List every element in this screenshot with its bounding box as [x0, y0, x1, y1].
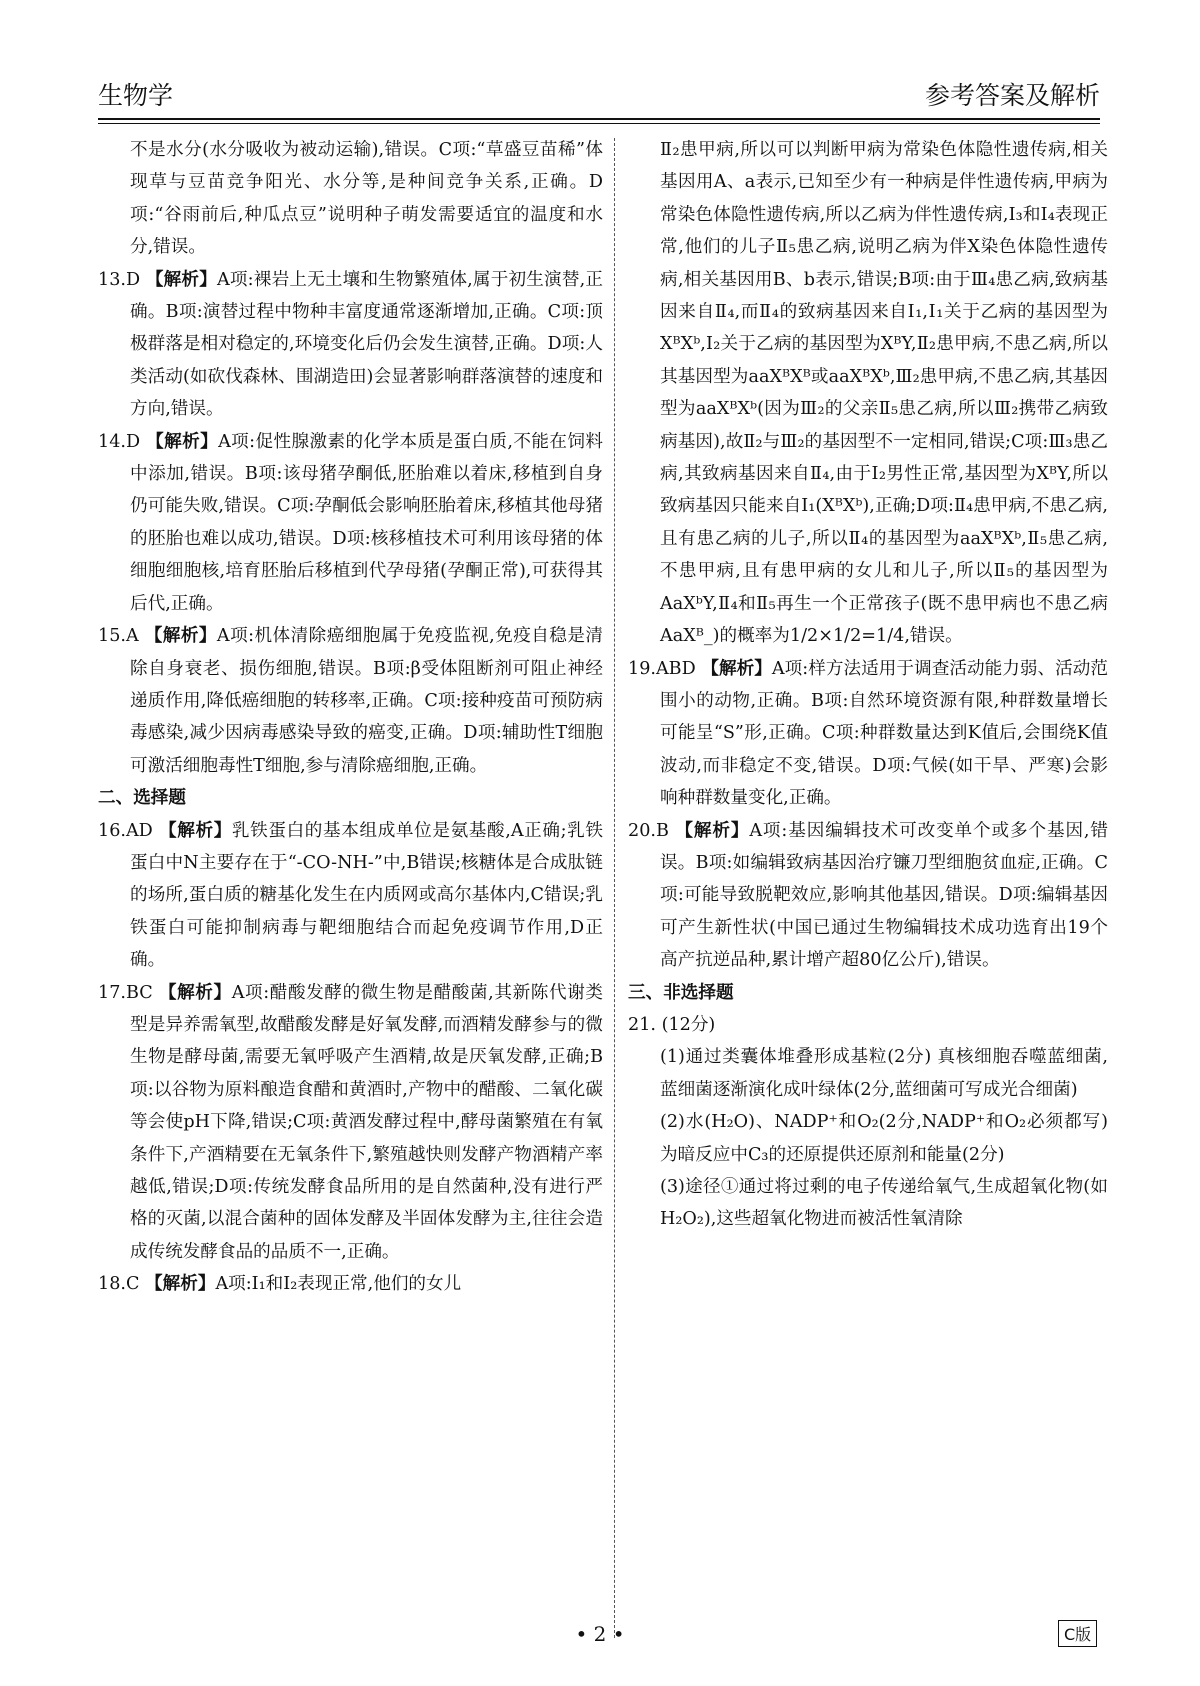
answer-item [628, 653, 1108, 815]
answer-number: 13.D [98, 269, 141, 290]
page-number: • 2 • [575, 1622, 625, 1646]
answer-number: 18.C [98, 1274, 140, 1295]
answer-item [98, 426, 603, 620]
header-rule-thin [98, 123, 1100, 124]
analysis-tag: 【解析】 [701, 657, 772, 679]
answer-number: 21. [628, 1014, 656, 1035]
answer-item [98, 264, 603, 426]
answer-item [98, 977, 603, 1269]
column-divider [614, 138, 615, 1638]
answer-text: A项:醋酸发酵的微生物是醋酸菌,其新陈代谢类型是异养需氧型,故醋酸发酵是好氧发酵,而酒精发酵参与的微生物是酵母菌,需要无氧呼吸产生酒精,故是厌氧发酵,正确;B项:以谷物为原料酿造食醋和黄酒时,产物中的醋酸、二氧化碳等会使pH下降,错误;C项:黄酒发酵过程中,酵母菌繁殖在有氧条件下,产酒精要在无氧条件下,繁殖越快则发酵产物酒精产率越低,错误;D项:传统发酵食品所用的是自然菌种,没有进行严格的灭菌,以混合菌种的固体发酵及半固体发酵为主,往往会造成传统发酵食品的品质不一,正确。 [130, 982, 603, 1262]
continued-text: Ⅱ₂患甲病,所以可以判断甲病为常染色体隐性遗传病,相关基因用A、a表示,已知至少有一种病是伴性遗传病,甲病为常染色体隐性遗传病,所以乙病为伴性遗传病,Ⅰ₃和Ⅰ₄表现正常,他们的儿子Ⅱ₅患乙病,说明乙病为伴X染色体隐性遗传病,相关基因用B、b表示,错误;B项:由于Ⅲ₄患乙病,致病基因来自Ⅱ₄,而Ⅱ₄的致病基因来自Ⅰ₁,Ⅰ₁关于乙病的基因型为XᴮXᵇ,Ⅰ₂关于乙病的基因型为XᴮY,Ⅱ₂患甲病,不患乙病,所以其基因型为aaXᴮXᴮ或aaXᴮXᵇ,Ⅲ₂患甲病,不患乙病,其基因型为aaXᴮXᵇ(因为Ⅲ₂的父亲Ⅱ₅患乙病,所以Ⅲ₂携带乙病致病基因),故Ⅱ₂与Ⅲ₂的基因型不一定相同,错误;C项:Ⅲ₃患乙病,其致病基因来自Ⅱ₄,由于Ⅰ₂男性正常,基因型为XᴮY,所以致病基因只能来自Ⅰ₁(XᴮXᵇ),正确;D项:Ⅱ₄患甲病,不患乙病,且有患乙病的儿子,所以Ⅱ₄的基因型为aaXᴮXᵇ,Ⅱ₅患乙病,不患甲病,且有患甲病的女儿和儿子,所以Ⅱ₅的基因型为AaXᵇY,Ⅱ₄和Ⅱ₅再生一个正常孩子(既不患甲病也不患乙病AaXᴮ_)的概率为1/2×1/2=1/4,错误。 [660, 140, 1108, 647]
answer-text: A项:Ⅰ₁和Ⅰ₂表现正常,他们的女儿 [215, 1274, 462, 1295]
answer-item [98, 1268, 603, 1300]
page-header [98, 70, 1100, 112]
analysis-tag: 【解析】 [159, 819, 232, 841]
answer-item [628, 1009, 1108, 1041]
analysis-tag: 【解析】 [145, 268, 217, 290]
sub-answer: (3)途径①通过将过剩的电子传递给氧气,生成超氧化物(如H₂O₂),这些超氧化物进而被活性氧清除 [660, 1177, 1108, 1230]
analysis-tag: 【解析】 [144, 625, 217, 647]
answer-number: 17.BC [98, 982, 153, 1003]
answer-text: (12分) [661, 1014, 716, 1035]
analysis-tag: 【解析】 [158, 981, 232, 1003]
analysis-tag: 【解析】 [145, 1273, 216, 1295]
section-heading: 二、选择题 [98, 787, 186, 809]
answer-text: 乳铁蛋白的基本组成单位是氨基酸,A正确;乳铁蛋白中N主要存在于“-CO-NH-”中,B错误;核糖体是合成肽链的场所,蛋白质的糖基化发生在内质网或高尔基体内,C错误;乳铁蛋白可能抑制病毒与靶细胞结合而起免疫调节作用,D正确。 [130, 820, 603, 971]
right-column [628, 134, 1108, 1236]
answer-number: 16.AD [98, 820, 153, 841]
answer-text: A项:样方法适用于调查活动能力弱、活动范围小的动物,正确。B项:自然环境资源有限,种群数量增长可能呈“S”形,正确。C项:种群数量达到K值后,会围绕K值波动,而非稳定不变,错误。D项:气候(如干旱、严寒)会影响种群数量变化,正确。 [660, 658, 1108, 809]
answer-number: 20.B [628, 820, 669, 841]
sub-answer: (2)水(H₂O)、NADP⁺和O₂(2分,NADP⁺和O₂必须都写) 为暗反应中C₃的还原提供还原剂和能量(2分) [660, 1112, 1108, 1165]
answer-text: A项:基因编辑技术可改变单个或多个基因,错误。B项:如编辑致病基因治疗镰刀型细胞贫血症,正确。C项:可能导致脱靶效应,影响其他基因,错误。D项:编辑基因可产生新性状(中国已通过生物编辑技术成功选育出19个高产抗逆品种,累计增产超80亿公斤),错误。 [660, 820, 1108, 971]
answer-item [628, 815, 1108, 977]
header-rule-thick [98, 118, 1100, 120]
version-badge: C版 [1058, 1620, 1097, 1647]
continued-text: 不是水分(水分吸收为被动运输),错误。C项:“草盛豆苗稀”体现草与豆苗竞争阳光、水分等,是种间竞争关系,正确。D项:“谷雨前后,种瓜点豆”说明种子萌发需要适宜的温度和水分,错误。 [130, 140, 603, 258]
answer-text: A项:机体清除癌细胞属于免疫监视,免疫自稳是清除自身衰老、损伤细胞,错误。B项:β受体阻断剂可阻止神经递质作用,降低癌细胞的转移率,正确。C项:接种疫苗可预防病毒感染,减少因病毒感染导致的癌变,正确。D项:辅助性T细胞可激活细胞毒性T细胞,参与清除癌细胞,正确。 [130, 626, 603, 776]
section-heading: 三、非选择题 [628, 981, 734, 1003]
answer-item [98, 815, 603, 977]
analysis-tag: 【解析】 [146, 430, 219, 452]
answer-text: A项:促性腺激素的化学本质是蛋白质,不能在饲料中添加,错误。B项:该母猪孕酮低,胚胎难以着床,移植到自身仍可能失败,错误。C项:孕酮低会影响胚胎着床,移植其他母猪的胚胎也难以成功,错误。D项:核移植技术可利用该母猪的体细胞细胞核,培育胚胎后移植到代孕母猪(孕酮正常),可获得其后代,正确。 [130, 431, 603, 614]
left-column [98, 134, 603, 1301]
answer-number: 15.A [98, 626, 139, 647]
answer-item [98, 620, 603, 782]
answer-number: 19.ABD [628, 658, 696, 679]
header-title: 参考答案及解析 [924, 81, 1100, 110]
answer-number: 14.D [98, 431, 141, 452]
analysis-tag: 【解析】 [675, 819, 750, 841]
answer-text: A项:裸岩上无土壤和生物繁殖体,属于初生演替,正确。B项:演替过程中物种丰富度通常逐渐增加,正确。C项:顶极群落是相对稳定的,环境变化后仍会发生演替,正确。D项:人类活动(如砍伐森林、围湖造田)会显著影响群落演替的速度和方向,错误。 [130, 269, 603, 420]
subject-label: 生物学 [98, 81, 174, 110]
sub-answer: (1)通过类囊体堆叠形成基粒(2分) 真核细胞吞噬蓝细菌,蓝细菌逐渐演化成叶绿体(2分,蓝细菌可写成光合细菌) [660, 1047, 1108, 1100]
